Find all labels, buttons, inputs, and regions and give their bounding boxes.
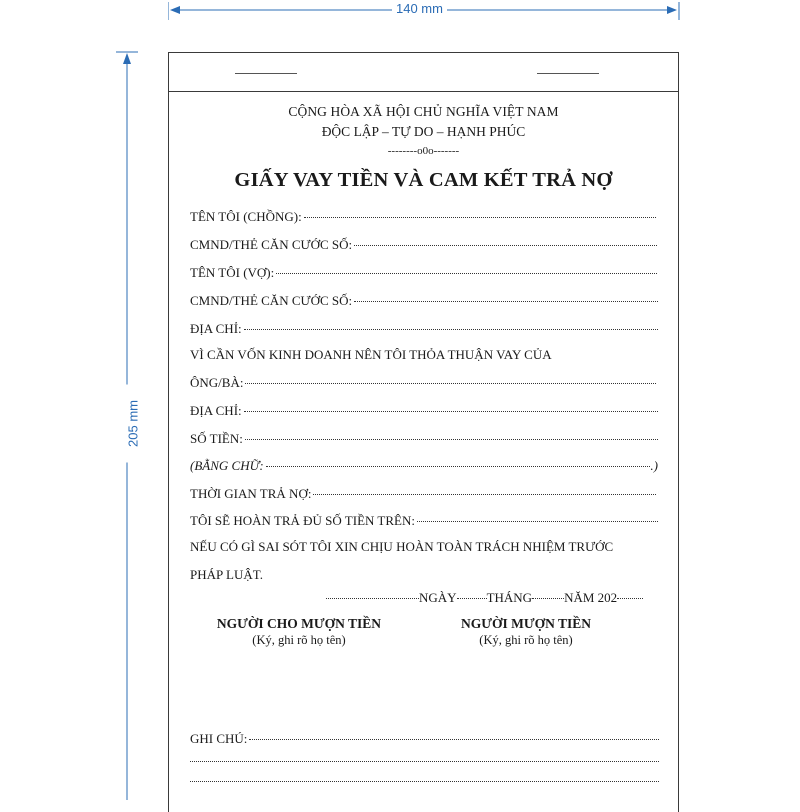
field-amount[interactable] xyxy=(190,431,658,447)
field-wife-name[interactable] xyxy=(190,265,657,281)
date-line[interactable] xyxy=(326,590,643,606)
date-year-label: NĂM 202 xyxy=(564,590,618,605)
field-amount-in-words[interactable] xyxy=(190,458,658,474)
lender-signature-title: NGƯỜI CHO MƯỢN TIỀN xyxy=(216,616,382,631)
width-dimension-label: 140 mm xyxy=(392,1,447,16)
borrower-signature-note: (Ký, ghi rõ họ tên) xyxy=(479,633,573,647)
liability-text-line1: NẾU CÓ GÌ SAI SÓT TÔI XIN CHỊU HOÀN TOÀN TRÁCH NHIỆM TRƯỚC xyxy=(190,539,614,554)
header-divider: --------o0o------- xyxy=(387,145,460,157)
national-motto: ĐỘC LẬP – TỰ DO – HẠNH PHÚC xyxy=(321,124,526,139)
field-label: ÔNG/BÀ: xyxy=(190,375,244,390)
date-day-label: NGÀY xyxy=(419,590,457,605)
notes-line-2[interactable] xyxy=(190,761,659,762)
stub-line-right xyxy=(537,73,599,74)
field-husband-id[interactable] xyxy=(190,237,657,253)
borrower-signature-title: NGƯỜI MƯỢN TIỀN xyxy=(460,616,591,631)
field-label: (BẰNG CHỮ: xyxy=(190,458,264,473)
field-label: SỐ TIỀN: xyxy=(190,431,243,446)
field-label: GHI CHÚ: xyxy=(190,731,248,746)
lender-signature-note: (Ký, ghi rõ họ tên) xyxy=(252,633,346,647)
field-address[interactable] xyxy=(190,321,658,337)
loan-purpose-text: VÌ CẦN VỐN KINH DOANH NÊN TÔI THỎA THUẬN VAY CỦA xyxy=(190,347,552,362)
field-husband-name[interactable] xyxy=(190,209,656,225)
stub-line-left xyxy=(235,73,297,74)
field-label: TÔI SẼ HOÀN TRẢ ĐỦ SỐ TIỀN TRÊN: xyxy=(190,513,415,528)
height-dimension-label: 205 mm xyxy=(126,385,141,463)
field-label: TÊN TÔI (CHỒNG): xyxy=(190,209,302,224)
field-label: THỜI GIAN TRẢ NỢ: xyxy=(190,486,312,501)
tear-off-strip xyxy=(169,53,678,92)
liability-text-line2: PHÁP LUẬT. xyxy=(190,567,263,582)
document-title: GIẤY VAY TIỀN VÀ CAM KẾT TRẢ NỢ xyxy=(234,169,613,191)
loan-form-paper xyxy=(168,52,679,812)
national-title: CỘNG HÒA XÃ HỘI CHỦ NGHĨA VIỆT NAM xyxy=(288,104,559,119)
field-label: CMND/THẺ CĂN CƯỚC SỐ: xyxy=(190,237,353,252)
field-lender[interactable] xyxy=(190,375,656,391)
field-wife-id[interactable] xyxy=(190,293,658,309)
field-label: CMND/THẺ CĂN CƯỚC SỐ: xyxy=(190,293,353,308)
field-repay-commit[interactable] xyxy=(190,513,658,529)
field-notes[interactable] xyxy=(190,731,659,747)
field-label: ĐỊA CHỈ: xyxy=(190,403,242,418)
field-close-paren: .) xyxy=(650,458,658,473)
lender-signature-block[interactable] xyxy=(199,616,399,648)
notes-line-3[interactable] xyxy=(190,781,659,782)
field-label: TÊN TÔI (VỢ): xyxy=(190,265,275,280)
field-repay-time[interactable] xyxy=(190,486,656,502)
field-label: ĐỊA CHỈ: xyxy=(190,321,242,336)
borrower-signature-block[interactable] xyxy=(426,616,626,648)
field-lender-address[interactable] xyxy=(190,403,658,419)
date-month-label: THÁNG xyxy=(486,590,533,605)
